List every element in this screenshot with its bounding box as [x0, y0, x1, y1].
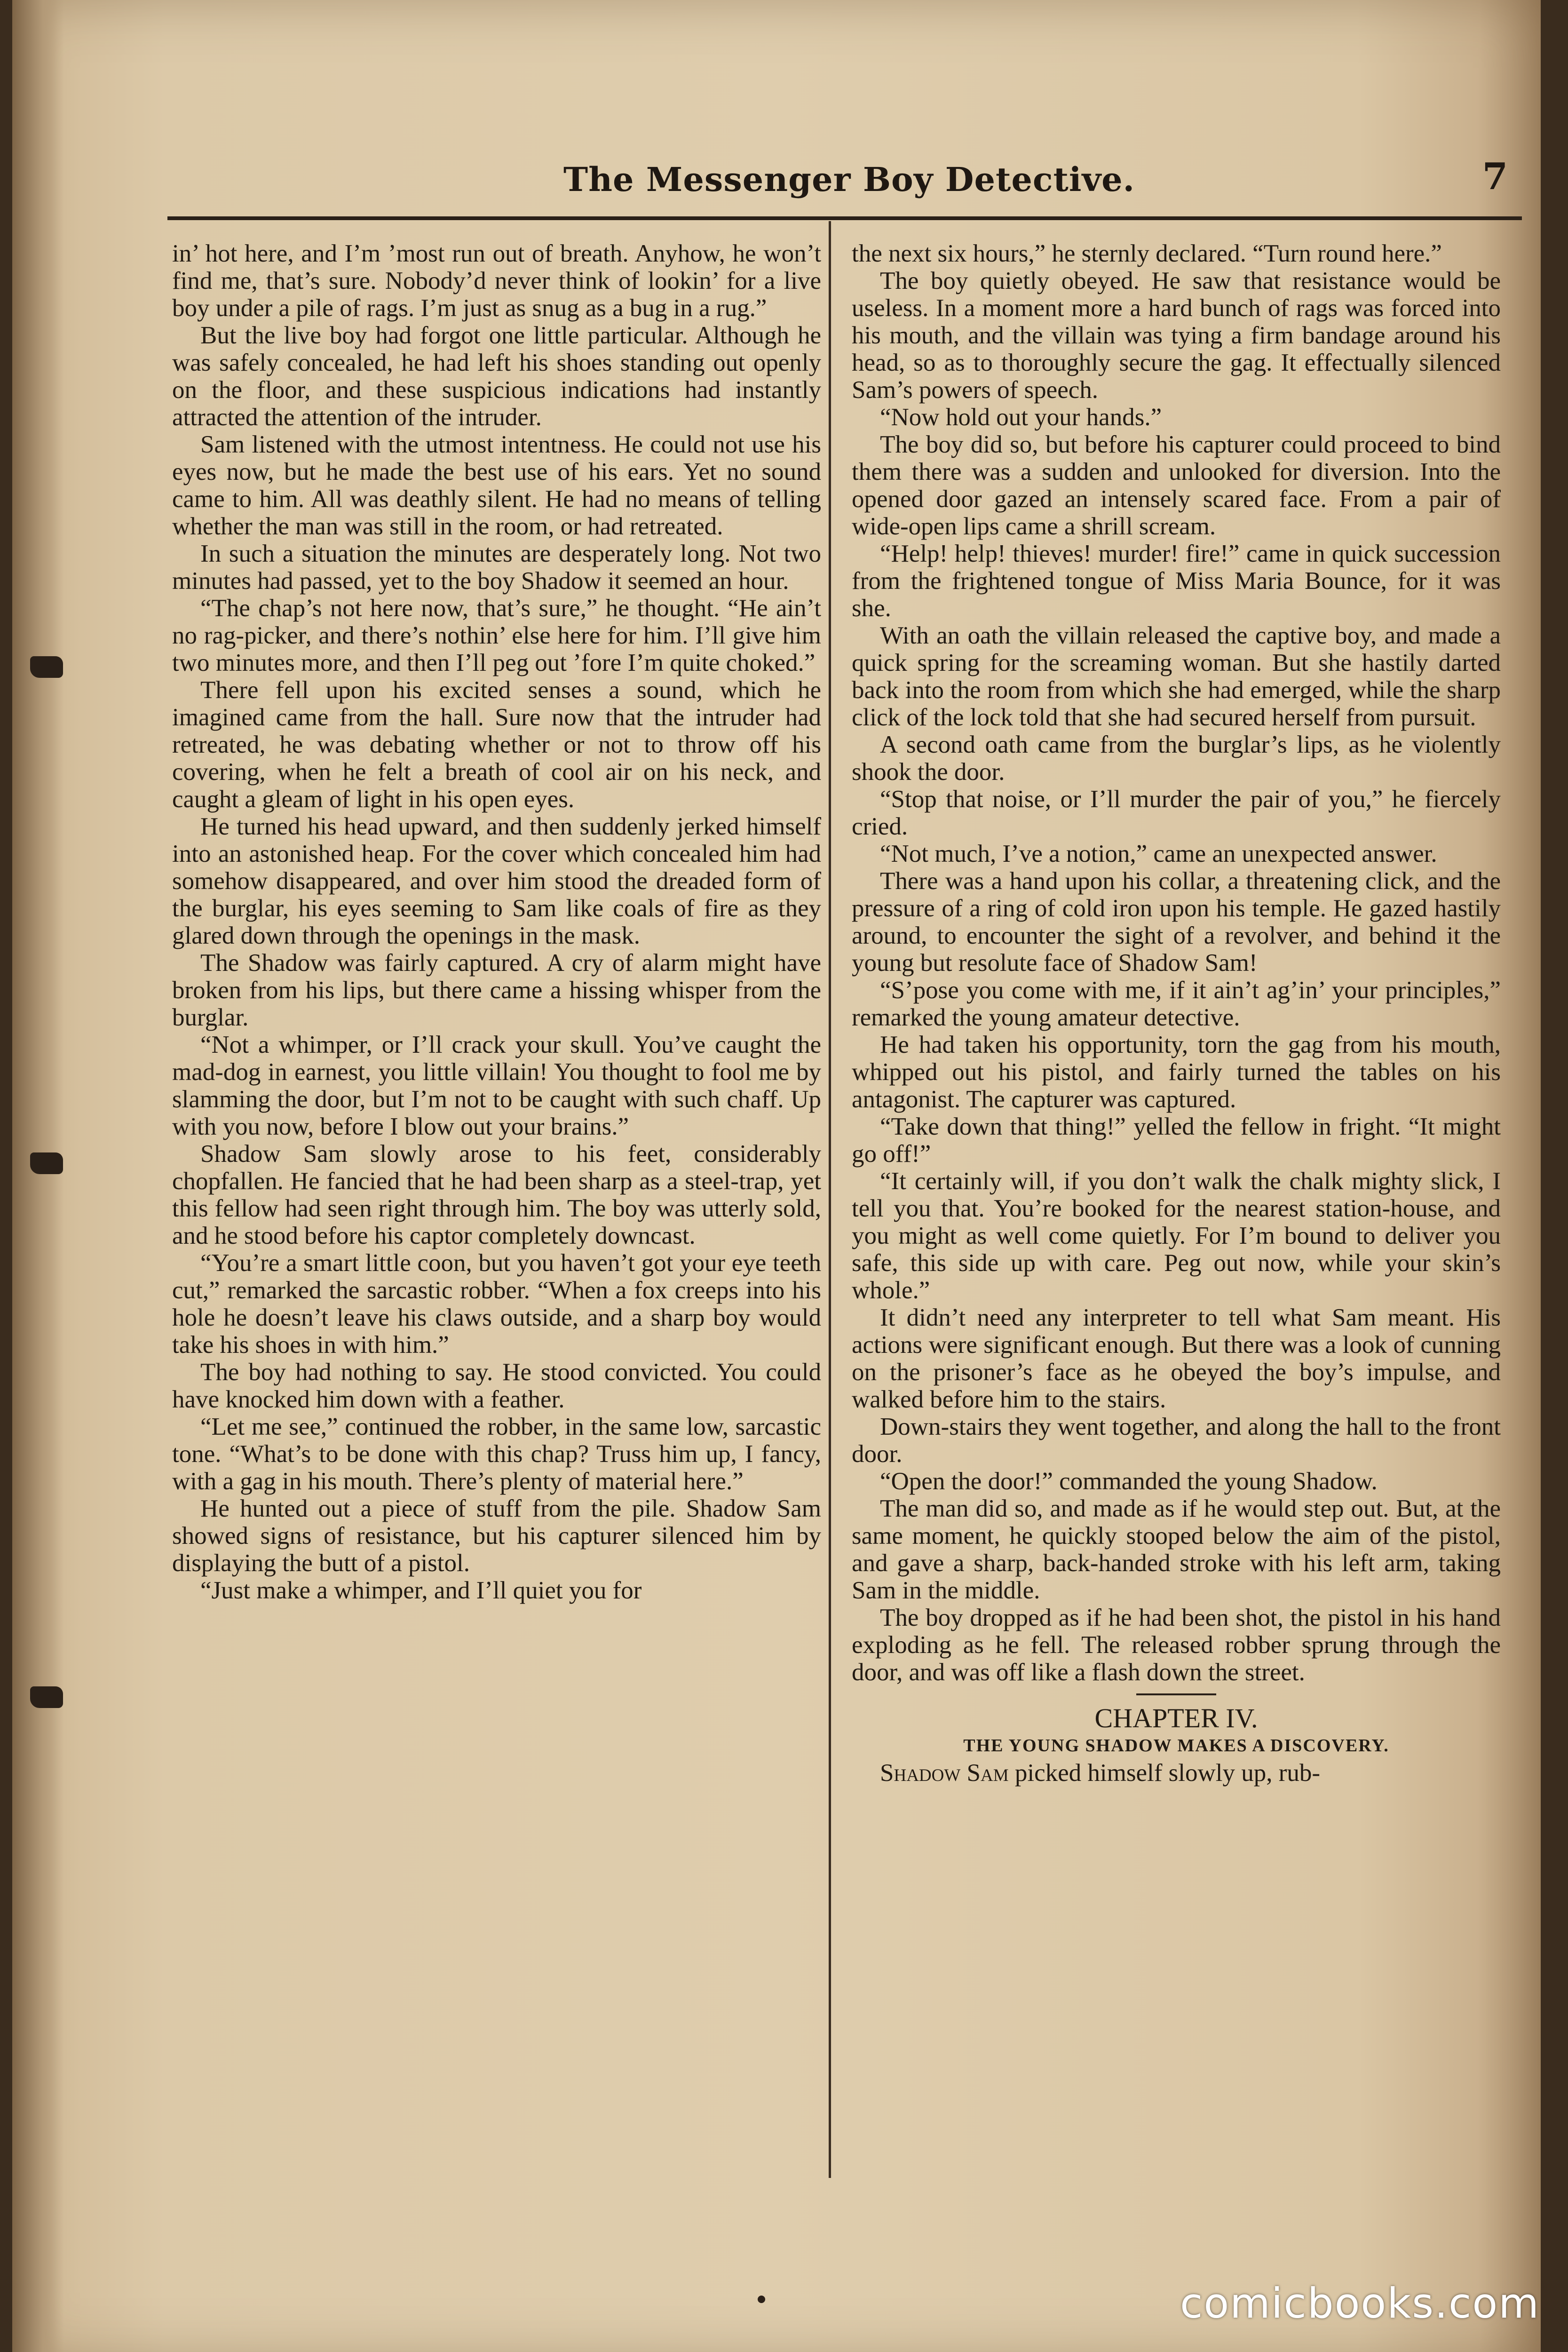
page-number: 7 — [1482, 155, 1508, 198]
paragraph: the next six hours,” he sternly declared. “Turn round here.” — [852, 240, 1442, 267]
binding-staple-mark — [30, 656, 63, 678]
paragraph: “The chap’s not here now, that’s sure,” he thought. “He ain’t no rag-picker, and there’s nothin’ else here for him. I’ll give him two minutes more, and then I’ll peg out ’fore I’m quite choked.” — [172, 595, 821, 676]
chapter-opening-lead: Shadow Sam — [880, 1759, 1009, 1787]
left-column — [172, 240, 821, 2216]
paragraph: in’ hot here, and I’m ’most run out of breath. Anyhow, he won’t find me, that’s sure. Nobody’d never think of lookin’ for a live boy under a pile of rags. I’m just as snug as a bug in a rug.” — [172, 240, 821, 322]
paragraph: But the live boy had forgot one little particular. Although he was safely concealed, he had left his shoes standing out openly on the floor, and these suspicious indications had instantly attracted the attention of the intruder. — [172, 322, 821, 431]
right-column — [852, 240, 1501, 2216]
chapter-subtitle: THE YOUNG SHADOW MAKES A DISCOVERY. — [963, 1736, 1389, 1756]
paragraph: The boy quietly obeyed. He saw that resistance would be useless. In a moment more a hard bunch of rags was forced into his mouth, and the villain was tying a firm bandage around his head, so as to thoroughly secure the gag. It effectually silenced Sam’s powers of speech. — [852, 267, 1501, 404]
paragraph: The man did so, and made as if he would step out. But, at the same moment, he quickly stooped below the aim of the pistol, and gave a sharp, back-handed stroke with his left arm, taking Sam in the middle. — [852, 1495, 1501, 1604]
paragraph: Sam listened with the utmost intentness. He could not use his eyes now, but he made the best use of his ears. Yet no sound came to him. All was deathly silent. He had no means of telling whether the man was still in the room, or had retreated. — [172, 431, 821, 540]
chapter-opening-rest: picked himself slowly up, rub- — [1008, 1759, 1321, 1787]
chapter-rule — [1136, 1693, 1216, 1695]
paragraph: “Just make a whimper, and I’ll quiet you for — [200, 1577, 642, 1604]
paragraph: “Not much, I’ve a notion,” came an unexpected answer. — [880, 840, 1437, 867]
paragraph: The Shadow was fairly captured. A cry of alarm might have broken from his lips, but there came a hissing whisper from the burglar. — [172, 949, 821, 1031]
magazine-page — [12, 0, 1541, 2352]
running-header — [167, 141, 1522, 220]
site-watermark: comicbooks.com — [1180, 2279, 1540, 2328]
paragraph: The boy did so, but before his capturer could proceed to bind them there was a sudden and unlooked for diversion. Into the opened door gazed an intensely scared face. From a pair of wide-open lips came a shrill scream. — [852, 431, 1501, 540]
paragraph: There was a hand upon his collar, a threatening click, and the pressure of a ring of cold iron upon his temple. He gazed hastily around, to encounter the sight of a revolver, and behind it the young but resolute face of Shadow Sam! — [852, 867, 1501, 977]
paragraph: “Stop that noise, or I’ll murder the pair of you,” he fiercely cried. — [852, 786, 1501, 840]
paragraph: It didn’t need any interpreter to tell what Sam meant. His actions were significant enough. But there was a look of cunning on the prisoner’s face as he obeyed the boy’s impulse, and walked before him to the stairs. — [852, 1304, 1501, 1413]
paragraph: “You’re a smart little coon, but you haven’t got your eye teeth cut,” remarked the sarcastic robber. “When a fox creeps into his hole he doesn’t leave his claws outside, and a sharp boy would take his shoes in with him.” — [172, 1249, 821, 1359]
paragraph: “Open the door!” commanded the young Shadow. — [880, 1468, 1378, 1495]
paragraph: The boy dropped as if he had been shot, the pistol in his hand exploding as he fell. The released robber sprung through the door, and was off like a flash down the street. — [852, 1604, 1501, 1686]
paragraph: Shadow Sam slowly arose to his feet, considerably chopfallen. He fancied that he had been sharp as a steel-trap, yet this fellow had seen right through him. The boy was utterly sold, and he stood before his captor completely downcast. — [172, 1140, 821, 1249]
paragraph: “Now hold out your hands.” — [880, 404, 1162, 431]
binding-staple-mark — [30, 1152, 63, 1174]
paragraph: He hunted out a piece of stuff from the pile. Shadow Sam showed signs of resistance, but his capturer silenced him by displaying the butt of a pistol. — [172, 1495, 821, 1577]
paragraph: With an oath the villain released the captive boy, and made a quick spring for the screaming woman. But she hastily darted back into the room from which she had emerged, while the sharp click of the lock told that she had secured herself from pursuit. — [852, 622, 1501, 731]
page-blemish — [758, 2296, 765, 2303]
right-column-paragraphs — [852, 240, 1501, 1686]
paragraph: “Let me see,” continued the robber, in the same low, sarcastic tone. “What’s to be done with this chap? Truss him up, I fancy, with a gag in his mouth. There’s plenty of material here.” — [172, 1413, 821, 1495]
binding-staple-mark — [30, 1686, 63, 1708]
paragraph: “Take down that thing!” yelled the fellow in fright. “It might go off!” — [852, 1113, 1501, 1168]
chapter-title: CHAPTER IV. — [1094, 1703, 1258, 1733]
column-divider — [829, 221, 831, 2178]
paragraph: A second oath came from the burglar’s lips, as he violently shook the door. — [852, 731, 1501, 786]
paragraph: He turned his head upward, and then suddenly jerked himself into an astonished heap. For the cover which concealed him had somehow disappeared, and over him stood the dreaded form of the burglar, his eyes seeming to Sam like coals of fire as they glared down through the openings in the mask. — [172, 813, 821, 949]
paragraph: There fell upon his excited senses a sound, which he imagined came from the hall. Sure now that the intruder had retreated, he was debating whether or not to throw off his covering, when he felt a breath of cool air on his neck, and caught a gleam of light in his open eyes. — [172, 676, 821, 813]
paragraph: “It certainly will, if you don’t walk the chalk mighty slick, I tell you that. You’re booked for the nearest station-house, and you might as well come quietly. For I’m bound to deliver you safe, this side up with care. Peg out now, while your skin’s whole.” — [852, 1168, 1501, 1304]
running-title: The Messenger Boy Detective. — [563, 160, 1135, 199]
page-spine — [12, 0, 64, 2352]
chapter-opening-paragraph — [852, 1759, 1501, 1787]
paragraph: Down-stairs they went together, and along the hall to the front door. — [852, 1413, 1501, 1468]
paragraph: “Not a whimper, or I’ll crack your skull. You’ve caught the mad-dog in earnest, you little villain! You thought to fool me by slamming the door, but I’m not to be caught with such chaff. Up with you now, before I blow out your brains.” — [172, 1031, 821, 1140]
paragraph: “Help! help! thieves! murder! fire!” came in quick succession from the frightened tongue of Miss Maria Bounce, for it was she. — [852, 540, 1501, 622]
paragraph: He had taken his opportunity, torn the gag from his mouth, whipped out his pistol, and fairly turned the tables on his antagonist. The capturer was captured. — [852, 1031, 1501, 1113]
paragraph: In such a situation the minutes are desperately long. Not two minutes had passed, yet to the boy Shadow it seemed an hour. — [172, 540, 821, 595]
paragraph: “S’pose you come with me, if it ain’t ag’in’ your principles,” remarked the young amateur detective. — [852, 977, 1501, 1031]
paragraph: The boy had nothing to say. He stood convicted. You could have knocked him down with a feather. — [172, 1359, 821, 1413]
